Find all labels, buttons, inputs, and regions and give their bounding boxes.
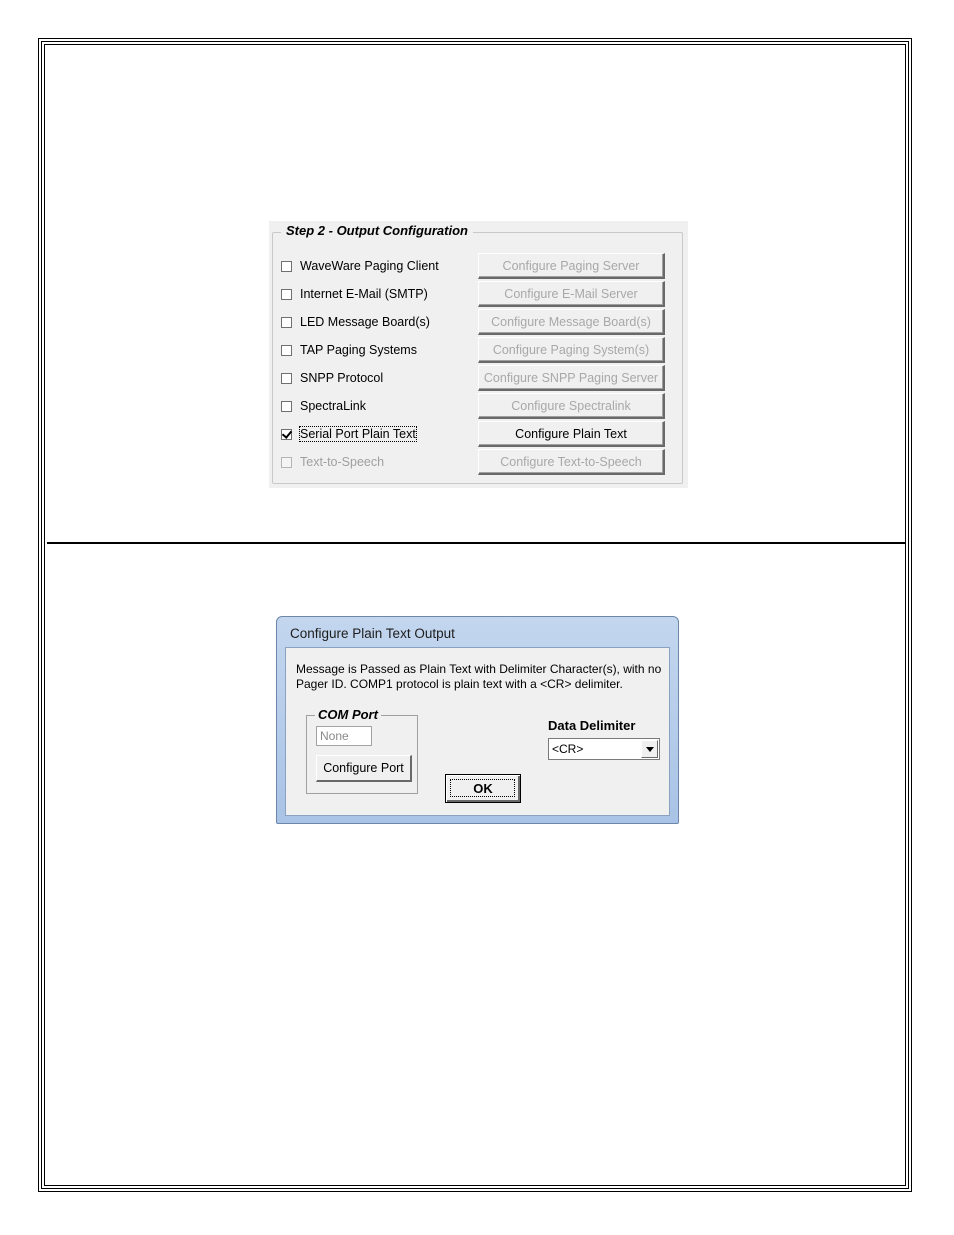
- output-configuration-title: Step 2 - Output Configuration: [281, 223, 473, 238]
- checkbox-icon[interactable]: [281, 261, 292, 272]
- checkbox-checked-icon[interactable]: [281, 429, 292, 440]
- button-configure-spectralink: Configure Spectralink: [478, 393, 665, 419]
- checkbox-label: Serial Port Plain Text: [300, 427, 416, 441]
- checkbox-led-message-board-s[interactable]: [281, 312, 430, 332]
- checkbox-label: LED Message Board(s): [300, 315, 430, 329]
- checkbox-icon[interactable]: [281, 317, 292, 328]
- ok-button-label: OK: [473, 781, 493, 796]
- configure-port-button[interactable]: Configure Port: [316, 755, 412, 782]
- data-delimiter-select[interactable]: [548, 738, 660, 760]
- section-divider: [47, 542, 906, 544]
- dialog-title: Configure Plain Text Output: [290, 626, 455, 641]
- checkbox-text-to-speech: [281, 452, 384, 472]
- checkbox-serial-port-plain-text[interactable]: [281, 424, 416, 444]
- checkbox-icon[interactable]: [281, 373, 292, 384]
- button-configure-e-mail-server: Configure E-Mail Server: [478, 281, 665, 307]
- checkbox-label: Text-to-Speech: [300, 455, 385, 469]
- data-delimiter-value: <CR>: [552, 742, 584, 756]
- checkbox-icon[interactable]: [281, 345, 292, 356]
- checkbox-internet-e-mail-smtp[interactable]: [281, 284, 428, 304]
- button-configure-paging-system-s: Configure Paging System(s): [478, 337, 665, 363]
- button-configure-text-to-speech: Configure Text-to-Speech: [478, 449, 665, 475]
- button-configure-paging-server: Configure Paging Server: [478, 253, 665, 279]
- configure-plain-text-dialog: [276, 616, 679, 824]
- checkbox-label: SNPP Protocol: [300, 371, 384, 385]
- checkbox-icon[interactable]: [281, 289, 292, 300]
- chevron-down-icon[interactable]: [641, 740, 658, 758]
- button-configure-plain-text[interactable]: Configure Plain Text: [478, 421, 665, 447]
- dialog-body: [285, 647, 670, 816]
- checkbox-spectralink[interactable]: [281, 396, 366, 416]
- dialog-description: Message is Passed as Plain Text with Delimiter Character(s), with no Pager ID. COMP1 protocol is plain text with a <CR> delimiter.: [296, 662, 662, 691]
- data-delimiter-label: Data Delimiter: [548, 718, 636, 733]
- ok-button[interactable]: [445, 774, 521, 803]
- checkbox-icon: [281, 457, 292, 468]
- checkbox-label: SpectraLink: [300, 399, 367, 413]
- button-configure-message-board-s: Configure Message Board(s): [478, 309, 665, 335]
- checkbox-label: TAP Paging Systems: [300, 343, 417, 357]
- com-port-title: COM Port: [315, 707, 381, 722]
- checkbox-icon[interactable]: [281, 401, 292, 412]
- com-port-group: [306, 707, 418, 794]
- checkbox-tap-paging-systems[interactable]: [281, 340, 417, 360]
- output-configuration-panel: [269, 221, 688, 488]
- checkbox-waveware-paging-client[interactable]: [281, 256, 439, 276]
- com-port-field[interactable]: None: [316, 726, 372, 746]
- button-configure-snpp-paging-server: Configure SNPP Paging Server: [478, 365, 665, 391]
- checkbox-snpp-protocol[interactable]: [281, 368, 383, 388]
- checkbox-label: WaveWare Paging Client: [300, 259, 439, 273]
- page-border: [38, 38, 912, 1192]
- checkbox-label: Internet E-Mail (SMTP): [300, 287, 428, 301]
